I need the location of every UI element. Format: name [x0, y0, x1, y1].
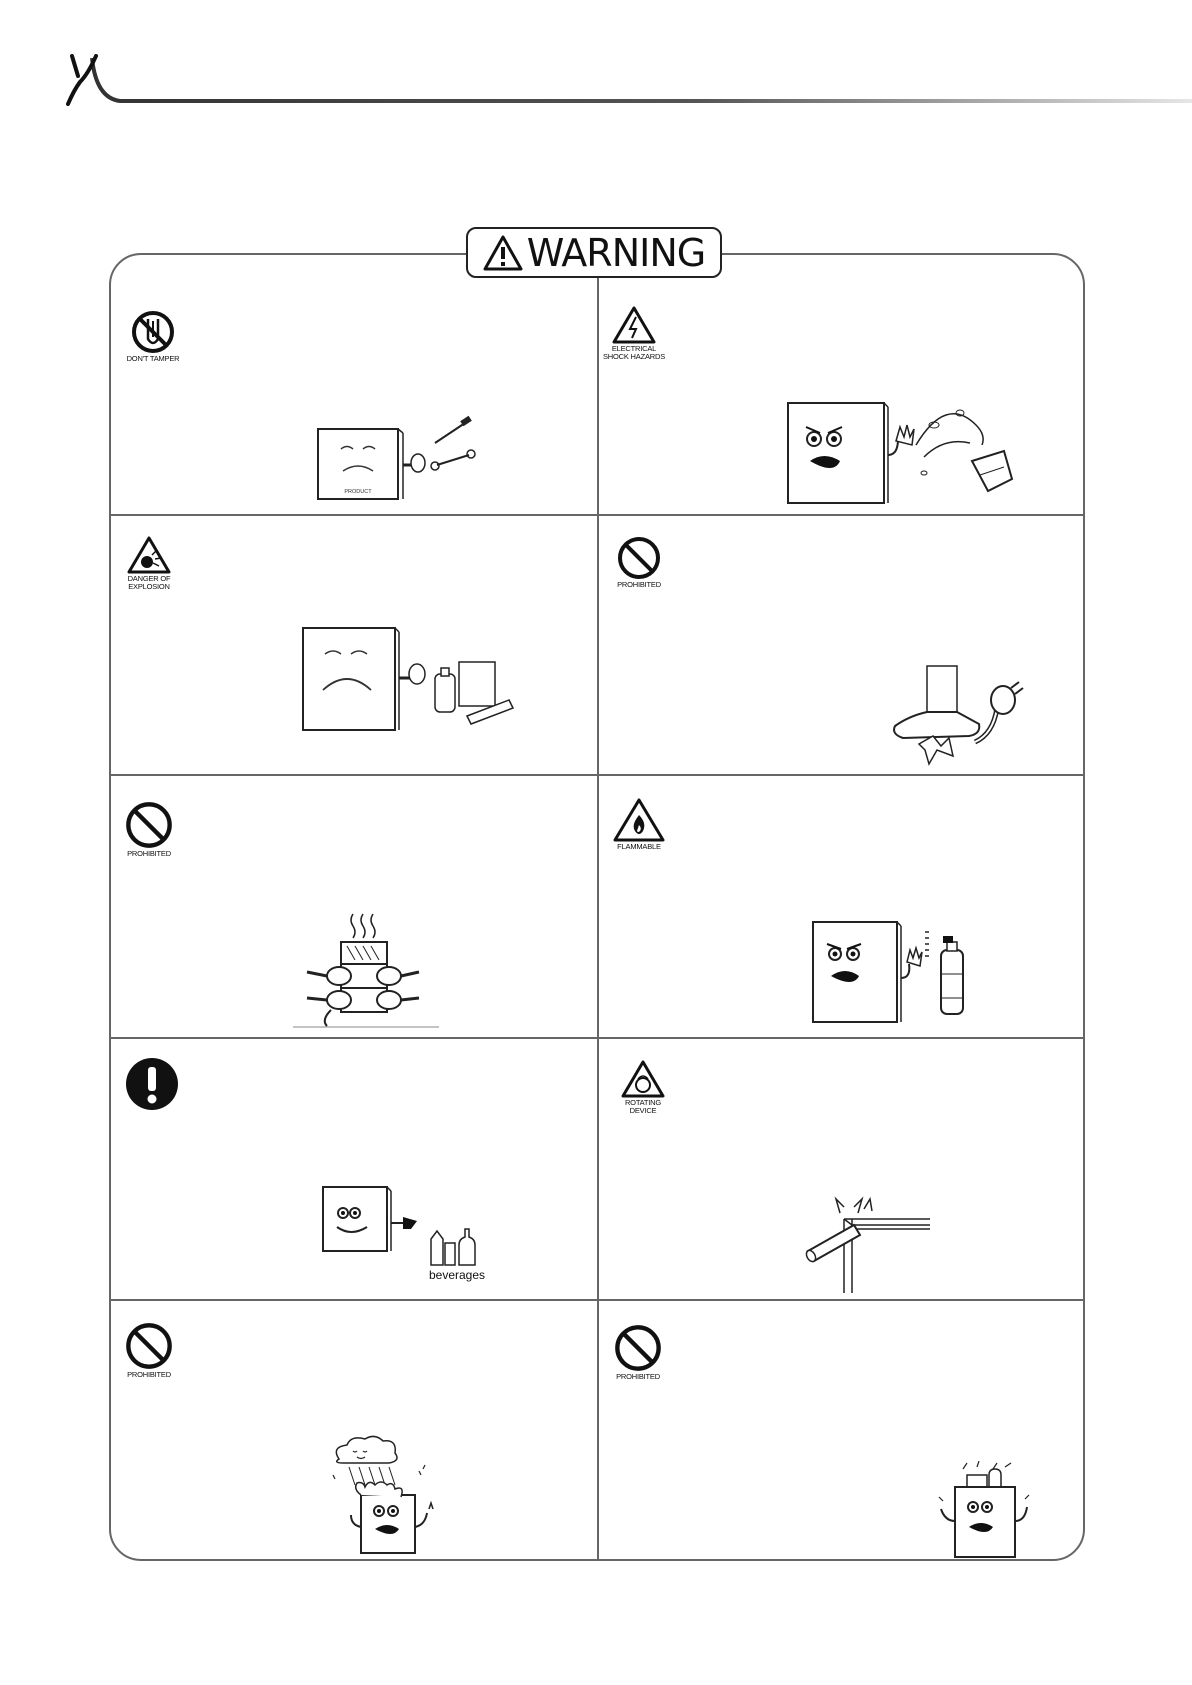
symbol-label: DON'T TAMPER — [126, 354, 180, 363]
overloaded-socket-illustration — [291, 910, 441, 1030]
rain-illustration — [329, 1435, 449, 1559]
prohibited-icon — [613, 1323, 663, 1373]
product-illustration — [313, 415, 483, 503]
door-pinch-illustration — [804, 1195, 934, 1295]
prohibited-icon — [616, 535, 662, 581]
beverages-illustration — [319, 1183, 509, 1283]
rotating-device-symbol — [608, 1059, 678, 1115]
prohibited-symbol — [114, 800, 184, 858]
warning-cell-prohibited-rain — [111, 1301, 597, 1561]
warning-title: WARNING — [526, 230, 706, 275]
electrical-shock-hazards-icon — [611, 305, 657, 345]
danger-of-explosion-icon — [126, 535, 172, 575]
prohibited-icon — [124, 1321, 174, 1371]
product-label: PRODUCT — [344, 489, 372, 495]
beverages-label: beverages — [428, 1268, 486, 1282]
rotating-device-icon — [620, 1059, 666, 1099]
prohibited-symbol — [604, 535, 674, 589]
warning-cell-beverages — [111, 1039, 597, 1299]
prohibited-symbol — [603, 1323, 673, 1381]
symbol-label: PROHIBITED — [616, 1372, 660, 1381]
symbol-label: DANGER OF EXPLOSION — [127, 574, 171, 591]
spray-can-illustration — [807, 918, 987, 1028]
object-on-top-illustration — [933, 1461, 1033, 1561]
explosion-symbol — [114, 535, 184, 591]
electrical-shock-symbol — [599, 305, 669, 361]
symbol-label: ELECTRICAL SHOCK HAZARDS — [603, 344, 665, 361]
prohibited-symbol — [114, 1321, 184, 1379]
header-rule — [0, 0, 1192, 110]
x-logo-icon — [66, 54, 116, 106]
symbol-label: PROHIBITED — [127, 1370, 171, 1379]
warning-cell-rotating-device — [599, 1039, 1085, 1299]
warning-cell-prohibited-cord — [599, 516, 1085, 774]
warning-panel — [109, 253, 1085, 1561]
foot-on-cord-illustration — [889, 664, 1039, 770]
chemicals-illustration — [299, 624, 539, 734]
symbol-label: PROHIBITED — [617, 580, 661, 589]
warning-badge — [466, 227, 722, 278]
symbol-label: PROHIBITED — [127, 849, 171, 858]
dont-tamper-symbol — [118, 309, 188, 363]
water-spill-illustration — [784, 395, 1024, 507]
mandatory-exclamation-icon — [125, 1057, 179, 1111]
symbol-label: ROTATING DEVICE — [624, 1098, 662, 1115]
symbol-label: FLAMMABLE — [617, 842, 661, 851]
warning-cell-electrical-shock — [599, 255, 1085, 514]
warning-cell-dont-tamper — [111, 255, 597, 514]
warning-cell-prohibited-object-on-top — [599, 1301, 1085, 1561]
warning-cell-prohibited-overload — [111, 776, 597, 1037]
flammable-icon — [612, 797, 666, 843]
dont-tamper-icon — [130, 309, 176, 355]
mandatory-symbol — [117, 1057, 187, 1111]
warning-cell-explosion — [111, 516, 597, 774]
prohibited-icon — [124, 800, 174, 850]
flammable-symbol — [604, 797, 674, 851]
warning-cell-flammable — [599, 776, 1085, 1037]
warning-triangle-icon — [483, 234, 523, 272]
